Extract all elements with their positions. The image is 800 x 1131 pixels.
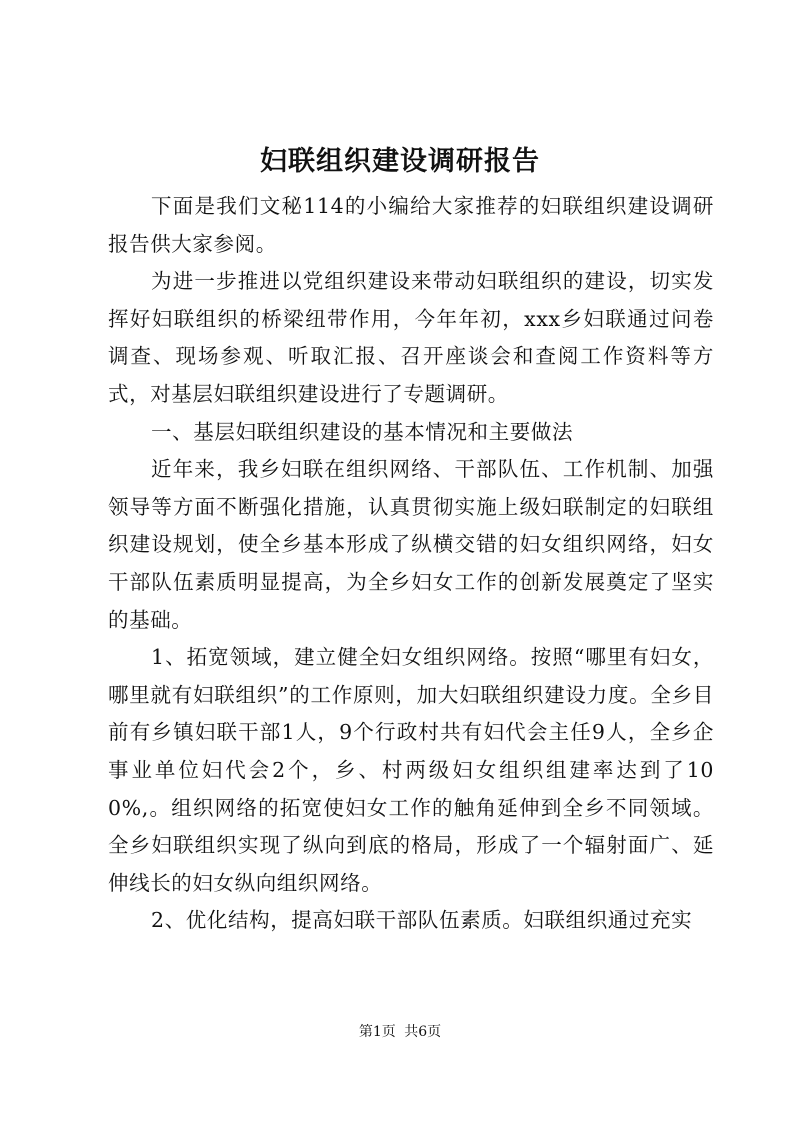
paragraph-item-2: 2、优化结构，提高妇联干部队伍素质。妇联组织通过充实 [151,908,693,933]
page-total: 共6页 [404,1024,442,1040]
paragraph-overview: 近年来，我乡妇联在组织网络、干部队伍、工作机制、加强领导等方面不断强化措施，认真贯彻实施上级妇联制定的妇联组织建设规划，使全乡基本形成了纵横交错的妇女组织网络，妇女干部队伍素质明显提高，为全乡妇女工作的创新发展奠定了坚实的基础。 [108,457,714,632]
paragraph-background: 为进一步推进以党组织建设来带动妇联组织的建设，切实发挥好妇联组织的桥梁纽带作用，今年年初，xxx乡妇联通过问卷调查、现场参观、听取汇报、召开座谈会和查阅工作资料等方式，对基层妇联组织建设进行了专题调研。 [108,269,714,406]
section-heading-1: 一、基层妇联组织建设的基本情况和主要做法 [151,419,574,444]
page-number: 第1页 [358,1024,396,1040]
document-title: 妇联组织建设调研报告 [260,146,540,177]
document-body [108,188,714,940]
page-footer [0,1022,800,1042]
paragraph-intro: 下面是我们文秘114的小编给大家推荐的妇联组织建设调研报告供大家参阅。 [108,194,714,256]
paragraph-item-1: 1、拓宽领域，建立健全妇女组织网络。按照“哪里有妇女，哪里就有妇联组织”的工作原则，加大妇联组织建设力度。全乡目前有乡镇妇联干部1人，9个行政村共有妇代会主任9人，全乡企事业单位妇代会2个，乡、村两级妇女组织组建率达到了100%,。组织网络的拓宽使妇女工作的触角延伸到全乡不同领域。全乡妇联组织实现了纵向到底的格局，形成了一个辐射面广、延伸线长的妇女纵向组织网络。 [108,645,714,895]
